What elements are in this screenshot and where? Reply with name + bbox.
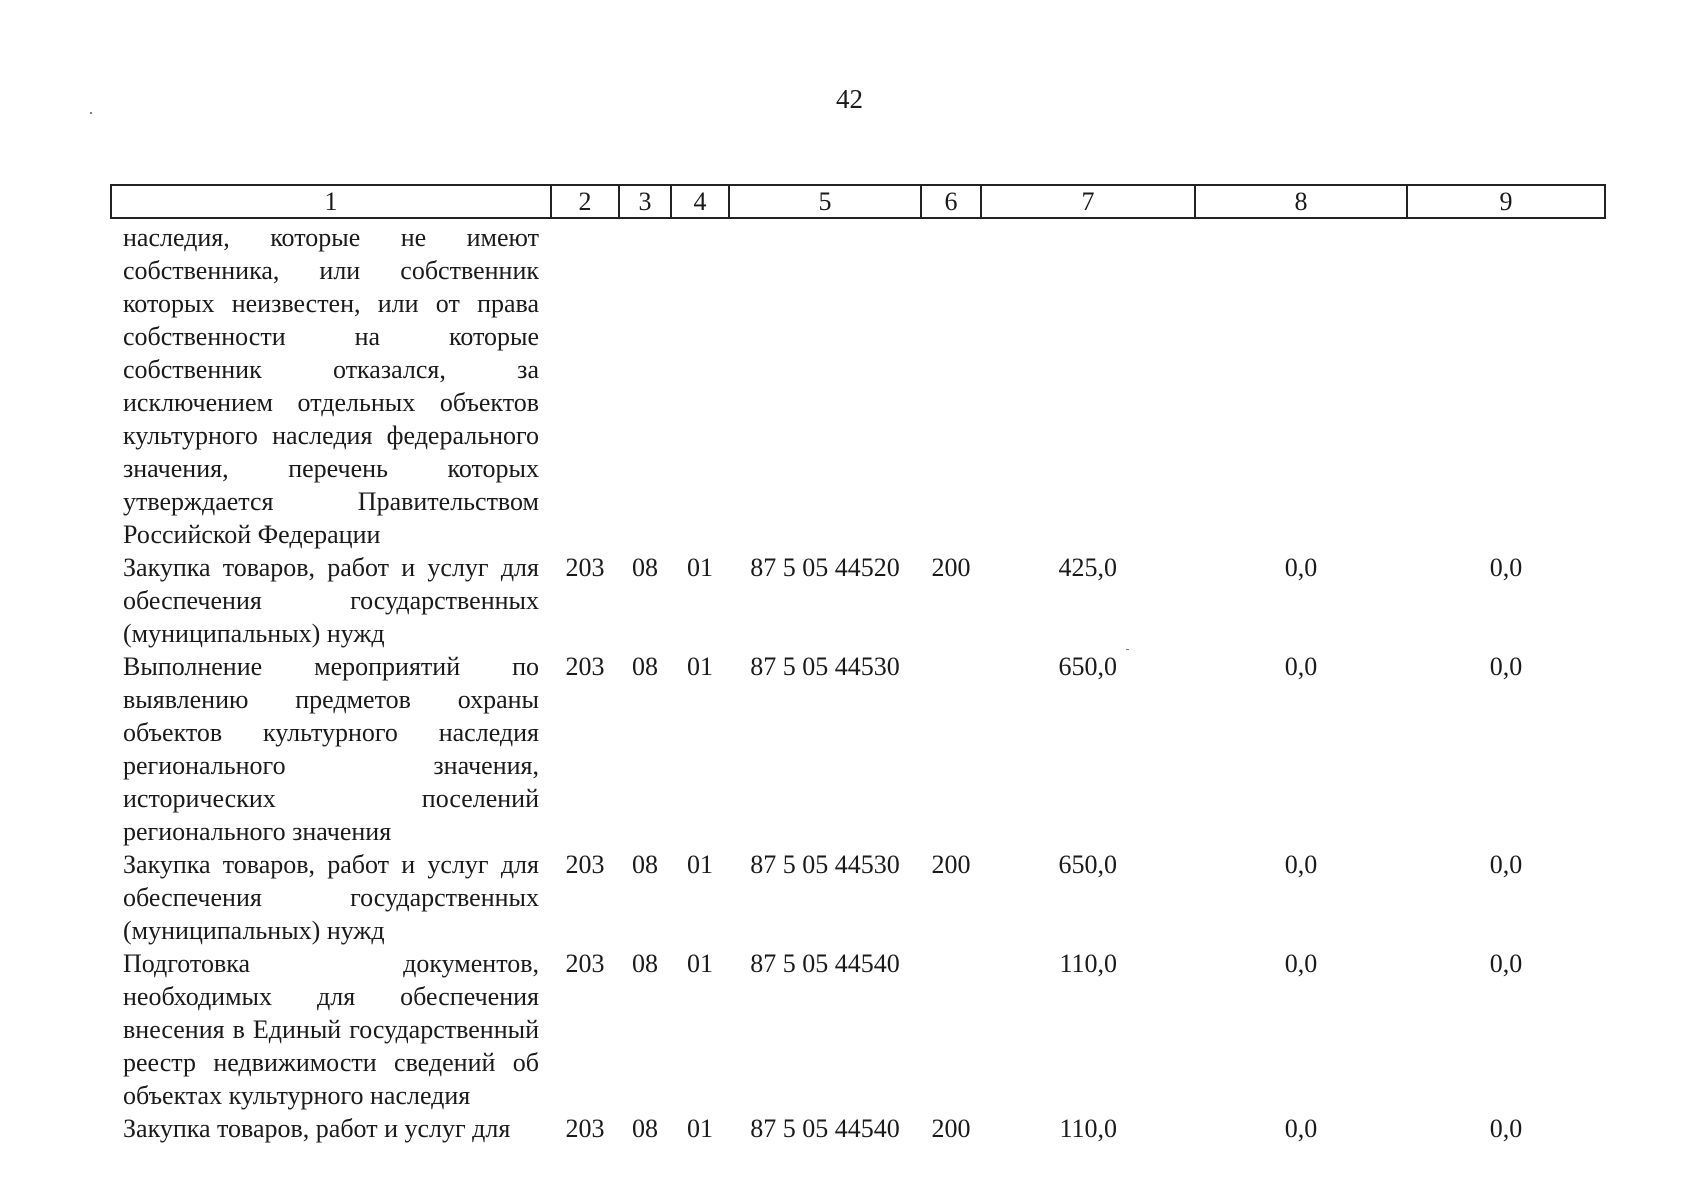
header-col-1: 1 bbox=[111, 185, 551, 218]
table-row bbox=[111, 551, 1605, 650]
cell-col-2: 203 bbox=[565, 850, 605, 879]
cell-col-5: 87 5 05 44540 bbox=[750, 1114, 900, 1143]
cell-col-5: 87 5 05 44530 bbox=[750, 850, 900, 879]
cell-col-9: 0,0 bbox=[1489, 850, 1523, 879]
row-name: Закупка товаров, работ и услуг для обеспечения государственных (муниципальных) нужд bbox=[123, 553, 539, 648]
cell-col-4: 01 bbox=[687, 1114, 713, 1143]
row-name: Закупка товаров, работ и услуг для обеспечения государственных (муниципальных) нужд bbox=[123, 850, 539, 945]
cell-col-3: 08 bbox=[632, 652, 658, 681]
cell-col-8: 0,0 bbox=[1284, 553, 1318, 582]
cell-col-3 bbox=[619, 218, 671, 551]
cell-col-3: 08 bbox=[632, 949, 658, 978]
cell-col-2: 203 bbox=[565, 553, 605, 582]
cell-col-3: 08 bbox=[632, 553, 658, 582]
cell-col-8 bbox=[1195, 218, 1407, 551]
cell-col-2: 203 bbox=[565, 652, 605, 681]
cell-col-6 bbox=[921, 650, 981, 848]
cell-col-8: 0,0 bbox=[1284, 652, 1318, 681]
cell-col-5 bbox=[729, 218, 921, 551]
cell-col-9: 0,0 bbox=[1489, 652, 1523, 681]
cell-col-9 bbox=[1407, 218, 1605, 551]
cell-col-7: 110,0 bbox=[1059, 1114, 1117, 1143]
cell-col-3: 08 bbox=[632, 1114, 658, 1143]
cell-col-6 bbox=[921, 218, 981, 551]
header-col-2: 2 bbox=[551, 185, 619, 218]
table-row bbox=[111, 218, 1605, 551]
cell-col-4 bbox=[671, 218, 729, 551]
header-col-3: 3 bbox=[619, 185, 671, 218]
header-col-6: 6 bbox=[921, 185, 981, 218]
cell-col-9: 0,0 bbox=[1489, 1114, 1523, 1143]
cell-col-2 bbox=[551, 218, 619, 551]
cell-col-5: 87 5 05 44530 bbox=[750, 652, 900, 681]
row-name: наследия, которые не имеют собственника, или собственник которых неизвестен, или от права собственности на которые собственник отказался, за исключением отдельных объектов культурного наследия федерального значения, перечень которых утверждается Правительством Российской Федерации bbox=[123, 223, 539, 549]
cell-col-7 bbox=[981, 218, 1195, 551]
cell-col-4: 01 bbox=[687, 652, 713, 681]
table-header-row bbox=[111, 185, 1605, 218]
cell-col-8: 0,0 bbox=[1284, 850, 1318, 879]
page-number: 42 bbox=[836, 84, 863, 114]
cell-col-8: 0,0 bbox=[1284, 949, 1318, 978]
table-row bbox=[111, 947, 1605, 1112]
cell-col-5: 87 5 05 44520 bbox=[750, 553, 900, 582]
header-col-5: 5 bbox=[729, 185, 921, 218]
cell-col-6 bbox=[921, 947, 981, 1112]
cell-col-7: 425,0 bbox=[1058, 553, 1117, 582]
cell-col-3: 08 bbox=[632, 850, 658, 879]
cell-col-8: 0,0 bbox=[1284, 1114, 1318, 1143]
cell-col-2: 203 bbox=[565, 1114, 605, 1143]
cell-col-2: 203 bbox=[565, 949, 605, 978]
header-col-4: 4 bbox=[671, 185, 729, 218]
cell-col-9: 0,0 bbox=[1489, 553, 1523, 582]
cell-col-5: 87 5 05 44540 bbox=[750, 949, 900, 978]
cell-col-6: 200 bbox=[931, 1114, 971, 1143]
row-name: Подготовка документов, необходимых для обеспечения внесения в Единый государственный реестр недвижимости сведений об объектах культурного наследия bbox=[123, 949, 539, 1110]
table-row bbox=[111, 848, 1605, 947]
row-name: Закупка товаров, работ и услуг для bbox=[123, 1114, 511, 1143]
header-col-9: 9 bbox=[1407, 185, 1605, 218]
budget-table bbox=[110, 184, 1606, 1145]
cell-col-7: 110,0 bbox=[1059, 949, 1117, 978]
cell-col-4: 01 bbox=[687, 553, 713, 582]
cell-col-4: 01 bbox=[687, 949, 713, 978]
cell-col-4: 01 bbox=[687, 850, 713, 879]
cell-col-9: 0,0 bbox=[1489, 949, 1523, 978]
budget-table-container bbox=[110, 184, 1604, 1145]
cell-col-6: 200 bbox=[931, 850, 971, 879]
table-row bbox=[111, 1112, 1605, 1145]
cell-col-7: 650,0 bbox=[1058, 652, 1117, 681]
row-name: Выполнение мероприятий по выявлению предметов охраны объектов культурного наследия регионального значения, исторических поселений регионального значения bbox=[123, 652, 539, 846]
header-col-8: 8 bbox=[1195, 185, 1407, 218]
cell-col-6: 200 bbox=[931, 553, 971, 582]
cell-col-7: 650,0 bbox=[1058, 850, 1117, 879]
header-col-7: 7 bbox=[981, 185, 1195, 218]
table-row bbox=[111, 650, 1605, 848]
